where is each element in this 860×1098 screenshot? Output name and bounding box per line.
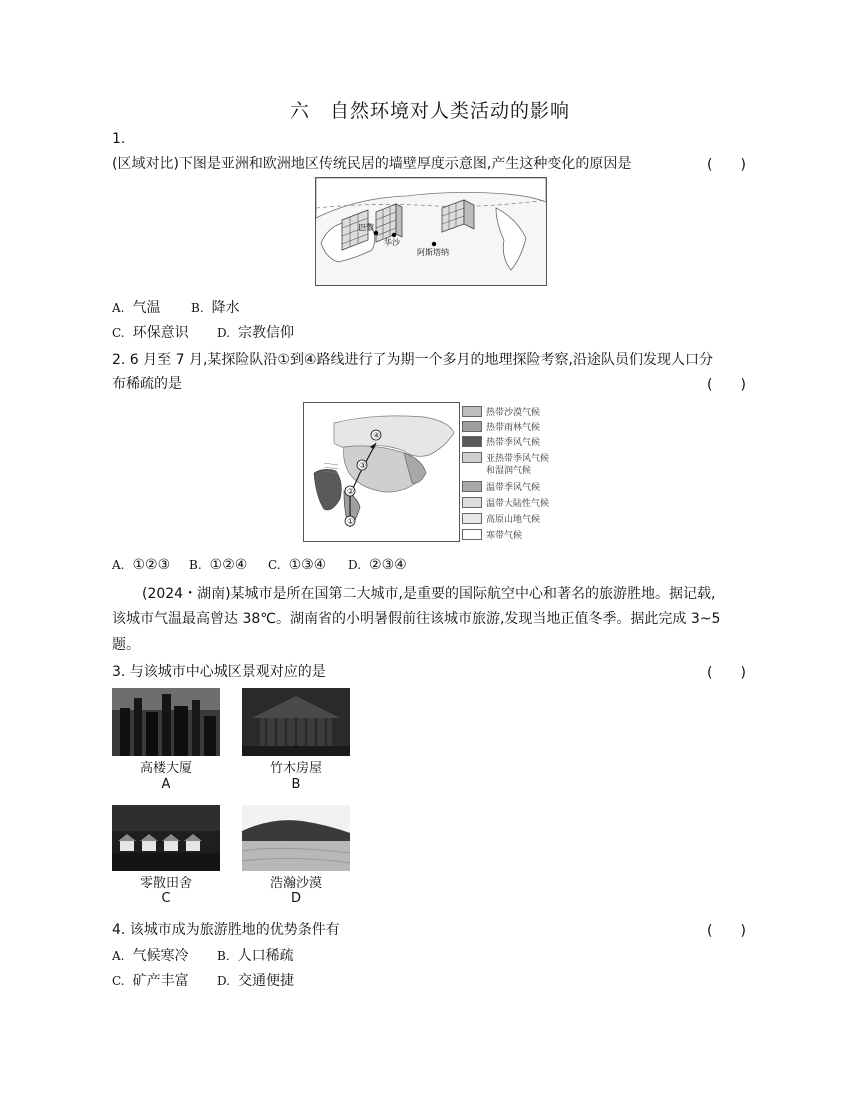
photo-bamboo-house-art [242,688,350,756]
q2-legend [462,405,572,541]
q2-option-b[interactable]: B. ①②④ [189,557,248,573]
legend-item: 热带雨林气候 [462,420,540,432]
q4-stem: 4. 该城市成为旅游胜地的优势条件有 [112,922,340,938]
photo-letter-a: A [161,777,171,792]
route-point-3: ③ [359,461,367,470]
photo-caption-d: 浩瀚沙漠 [269,876,322,891]
paris-dot [374,231,378,235]
photo-caption-b: 竹木房屋 [269,761,322,776]
label-warsaw: 华沙 [384,238,400,247]
q2-option-d[interactable]: D. ②③④ [348,557,407,573]
route-point-1: ① [347,517,355,526]
legend-item: 热带沙漠气候 [462,405,540,417]
q4-option-d[interactable]: D. 交通便捷 [217,973,295,989]
photo-farmhouses-art [112,805,220,871]
q2-option-a[interactable]: A. ①②③ [112,557,171,573]
route-point-4: ④ [373,431,381,440]
page-title: 六 自然环境对人类活动的影响 [289,100,570,122]
legend-swatch [462,421,482,432]
photo-caption-a: 高楼大厦 [139,761,192,776]
legend-item: 热带季风气候 [462,435,540,447]
q4-option-a[interactable]: A. 气候寒冷 [112,948,189,964]
legend-swatch [462,481,482,492]
legend-item: 温带大陆性气候 [462,496,549,508]
legend-item: 温带季风气候 [462,480,540,492]
q1-map-svg [316,178,546,285]
q1-option-d[interactable]: D. 宗教信仰 [217,325,295,341]
q2-climate-map [303,402,460,542]
q2-stem-line2: 布稀疏的是 [112,376,182,392]
photo-letter-c: C [161,891,171,906]
q1-number: 1. [112,131,126,147]
q2-option-c[interactable]: C. ①③④ [268,557,327,573]
warsaw-dot [392,233,396,237]
photo-scattered-farmhouses[interactable] [112,805,220,871]
legend-item: 亚热带季风气候 [462,451,549,463]
legend-swatch [462,436,482,447]
q1-option-c[interactable]: C. 环保意识 [112,325,189,341]
q2-map-svg [304,403,459,541]
legend-swatch [462,406,482,417]
q2-answer-paren: ( ) [707,377,746,393]
q3-answer-paren: ( ) [707,665,746,681]
q4-option-b[interactable]: B. 人口稀疏 [217,948,294,964]
q2-stem-line1: 2. 6 月至 7 月,某探险队沿①到④路线进行了为期一个多月的地理探险考察,沿途队员们发现人口分 [112,352,713,368]
photo-caption-c: 零散田舍 [139,876,192,891]
astana-dot [432,242,436,246]
photo-desert-art [242,805,350,871]
label-paris: 巴黎 [358,223,374,232]
intro-line2: 该城市气温最高曾达 38℃。湖南省的小明暑假前往该城市旅游,发现当地正值冬季。据此完成 3~5 [112,611,721,627]
q1-wall-map [315,177,547,286]
photo-letter-b: B [291,777,301,792]
legend-item: 高原山地气候 [462,512,540,524]
photo-letter-d: D [290,891,301,906]
q1-answer-paren: ( ) [707,157,746,173]
legend-swatch [462,497,482,508]
q4-option-c[interactable]: C. 矿产丰富 [112,973,189,989]
q1-option-b[interactable]: B. 降水 [191,300,240,316]
photo-skyscrapers[interactable] [112,688,220,756]
q4-answer-paren: ( ) [707,923,746,939]
label-astana: 阿斯塔纳 [417,248,449,257]
legend-item: 寒带气候 [462,528,522,540]
q1-stem: (区域对比)下图是亚洲和欧洲地区传统民居的墙壁厚度示意图,产生这种变化的原因是 [112,156,632,172]
legend-item-continued: 和湿润气候 [486,465,532,476]
route-point-2: ② [347,487,355,496]
photo-desert[interactable] [242,805,350,871]
q3-stem: 3. 与该城市中心城区景观对应的是 [112,664,326,680]
photo-skyscrapers-art [112,688,220,756]
photo-bamboo-house[interactable] [242,688,350,756]
legend-swatch [462,513,482,524]
legend-swatch [462,529,482,540]
intro-line3: 题。 [112,637,140,653]
intro-line1: (2024・湖南)某城市是所在国第二大城市,是重要的国际航空中心和著名的旅游胜地。据记载, [142,586,716,602]
q1-option-a[interactable]: A. 气温 [112,300,161,316]
legend-swatch [462,452,482,463]
